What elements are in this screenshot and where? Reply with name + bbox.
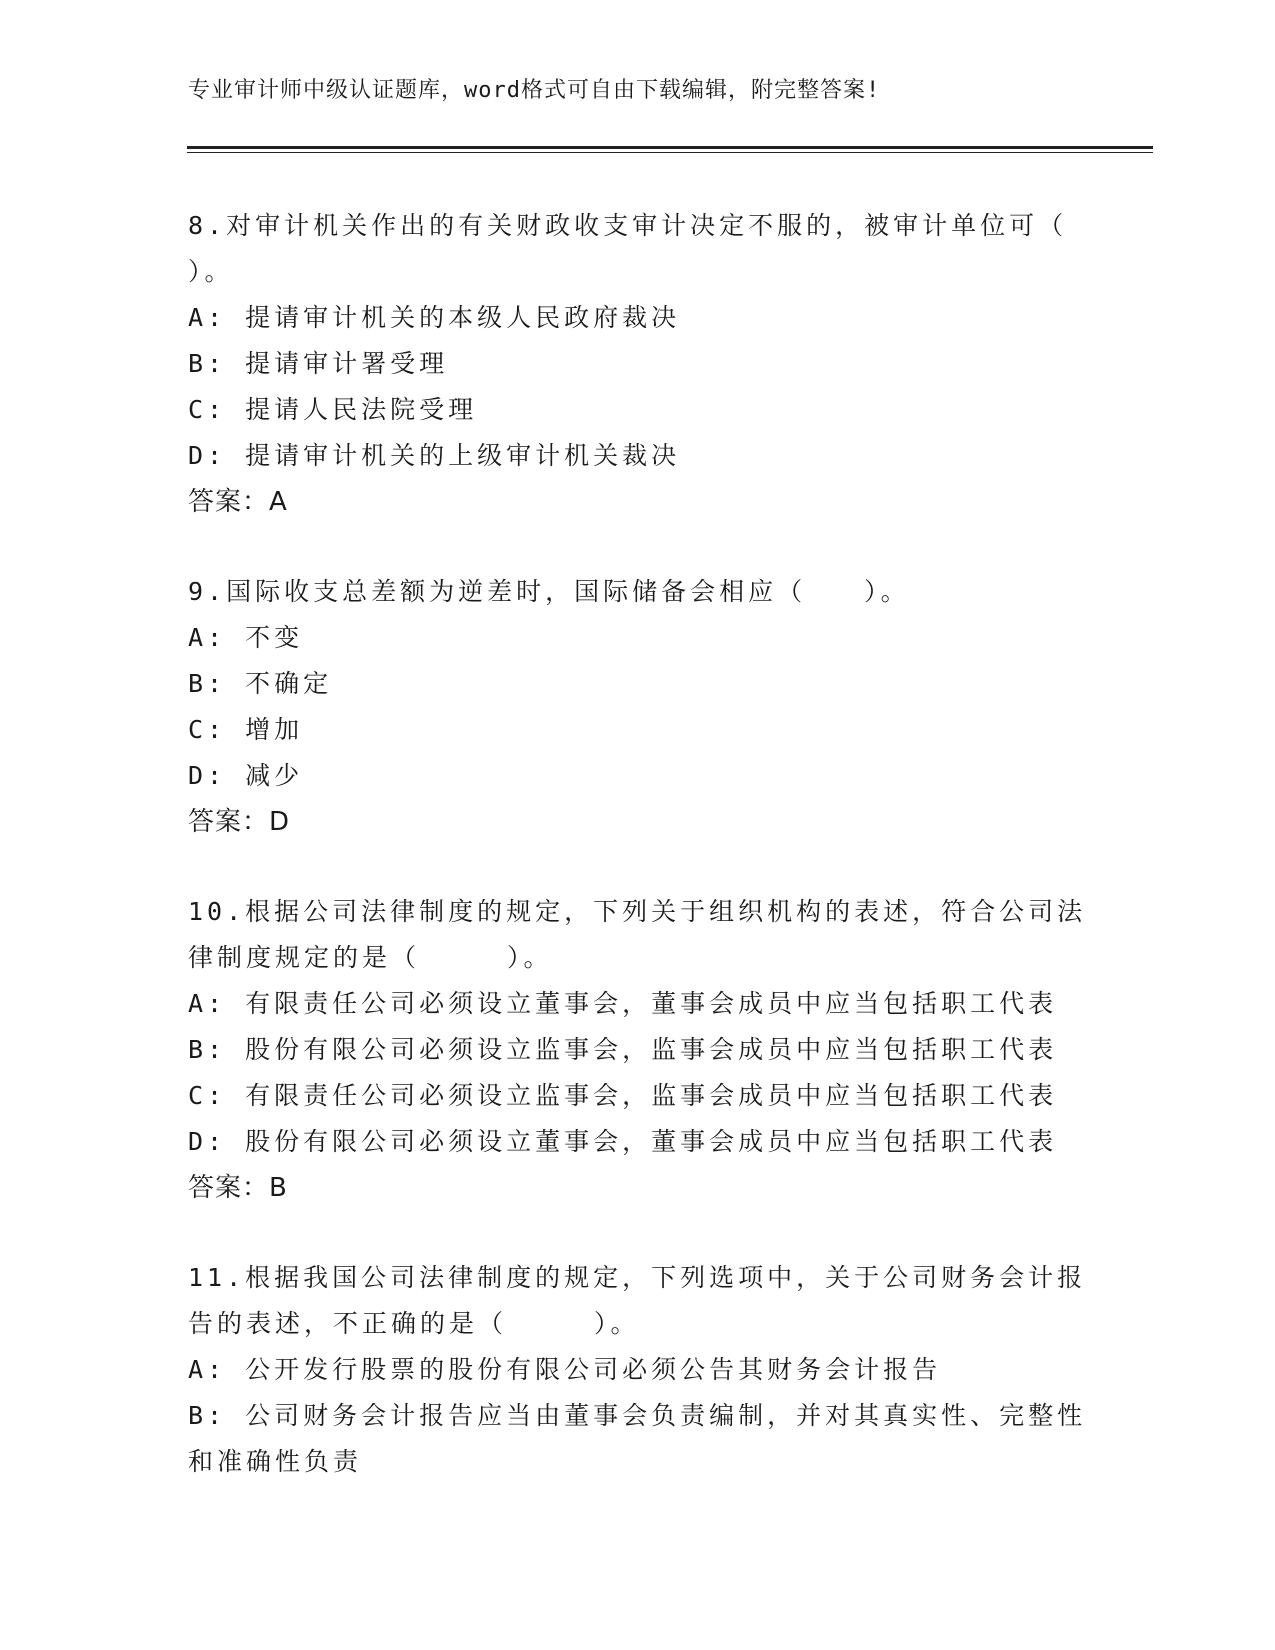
option-b: B: 公司财务会计报告应当由董事会负责编制，并对其真实性、完整性和准确性负责 <box>188 1401 1087 1476</box>
question-8 <box>188 203 1088 525</box>
option-a: A: 有限责任公司必须设立董事会，董事会成员中应当包括职工代表 <box>188 989 1058 1018</box>
answer: 答案：A <box>188 487 288 517</box>
header-rule-thick <box>187 146 1153 149</box>
question-stem: 8.对审计机关作出的有关财政收支审计决定不服的，被审计单位可（ ）。 <box>188 211 1068 286</box>
question-9 <box>188 569 1088 845</box>
option-d: D: 减少 <box>188 761 304 790</box>
option-b: B: 不确定 <box>188 669 333 698</box>
header-rule-thin <box>187 152 1153 153</box>
option-c: C: 有限责任公司必须设立监事会，监事会成员中应当包括职工代表 <box>188 1081 1058 1110</box>
question-stem: 9.国际收支总差额为逆差时，国际储备会相应（ ）。 <box>188 577 910 606</box>
option-c: C: 提请人民法院受理 <box>188 395 478 424</box>
question-stem: 10.根据公司法律制度的规定，下列关于组织机构的表述，符合公司法律制度规定的是（ ）。 <box>188 897 1087 972</box>
question-list <box>188 203 1088 1529</box>
option-d: D: 提请审计机关的上级审计机关裁决 <box>188 441 681 470</box>
option-d: D: 股份有限公司必须设立董事会，董事会成员中应当包括职工代表 <box>188 1127 1058 1156</box>
option-c: C: 增加 <box>188 715 304 744</box>
option-b: B: 提请审计署受理 <box>188 349 449 378</box>
question-10 <box>188 889 1088 1211</box>
option-b: B: 股份有限公司必须设立监事会，监事会成员中应当包括职工代表 <box>188 1035 1058 1064</box>
option-a: A: 公开发行股票的股份有限公司必须公告其财务会计报告 <box>188 1355 942 1384</box>
question-stem: 11.根据我国公司法律制度的规定，下列选项中，关于公司财务会计报告的表述，不正确的是（ ）。 <box>188 1263 1087 1338</box>
question-11 <box>188 1255 1088 1485</box>
option-a: A: 不变 <box>188 623 304 652</box>
answer: 答案：D <box>188 807 291 837</box>
option-a: A: 提请审计机关的本级人民政府裁决 <box>188 303 681 332</box>
header-text: 专业审计师中级认证题库，word格式可自由下载编辑，附完整答案! <box>188 78 881 103</box>
answer: 答案：B <box>188 1173 288 1203</box>
